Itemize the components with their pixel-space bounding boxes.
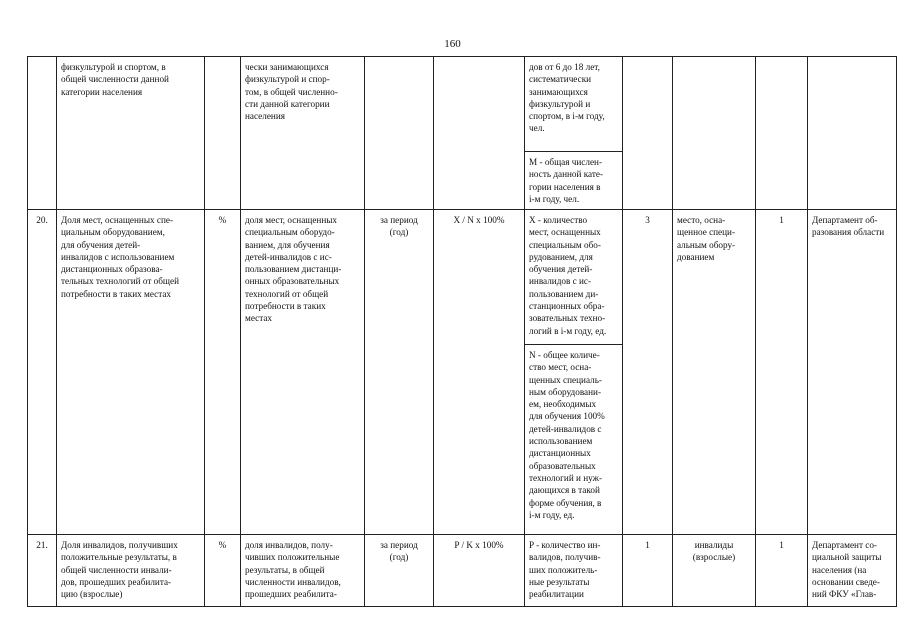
unit-cell: %	[205, 535, 241, 607]
code-cell	[623, 57, 673, 210]
row-number-cell: 20.	[28, 210, 57, 535]
variable-cell: М - общая числен- ность данной кате- гории населения в i-м году, чел.	[525, 152, 623, 210]
formula-cell: X / N x 100%	[434, 210, 525, 535]
page-number: 160	[444, 38, 461, 50]
variable-cell: N - общее количе- ство мест, осна- щенных специаль- ным оборудовани- ем, необходимых для обучения 100% детей-инвалидов с использованием дистанционных образовательных технологий и нуж- дающихся в такой форме обучения, в i-м году, ед.	[525, 345, 623, 535]
period-cell: за период (год)	[365, 535, 434, 607]
table-row	[28, 535, 897, 607]
row-number-cell	[28, 57, 57, 210]
code-cell: 3	[623, 210, 673, 535]
indicator-name-cell: физкультурой и спортом, в общей численности данной категории населения	[57, 57, 205, 210]
frequency-cell: 1	[756, 535, 808, 607]
formula-cell: P / K x 100%	[434, 535, 525, 607]
code-cell: 1	[623, 535, 673, 607]
responsible-cell: Департамент об- разования области	[808, 210, 897, 535]
variable-cell: дов от 6 до 18 лет, систематически занимающихся физкультурой и спортом, в i-м году, чел.	[525, 57, 623, 152]
indicator-name-cell: Доля инвалидов, получивших положительные результаты, в общей численности инвали- дов, прошедших реабилита- цию (взрослые)	[57, 535, 205, 607]
period-cell: за период (год)	[365, 210, 434, 535]
variable-cell: X - количество мест, оснащенных специальным обо- рудованием, для обучения детей- инвалидов с ис- пользованием ди- станционных обра- зовательных техно- логий в i-м году, ед.	[525, 210, 623, 345]
unit-cell	[205, 57, 241, 210]
row-number-cell: 21.	[28, 535, 57, 607]
formula-cell	[434, 57, 525, 210]
table-row	[28, 210, 897, 345]
frequency-cell	[756, 57, 808, 210]
table-row	[28, 57, 897, 152]
unit-cell: %	[205, 210, 241, 535]
definition-cell: доля мест, оснащенных специальным оборудо- ванием, для обучения детей-инвалидов с ис- пользованием дистанци- онных образовательных технологий от общей потребности в таких местах	[241, 210, 365, 535]
definition-cell: чески занимающихся физкультурой и спор- том, в общей численно- сти данной категории населения	[241, 57, 365, 210]
frequency-cell: 1	[756, 210, 808, 535]
indicators-table	[27, 56, 897, 607]
variable-cell: P - количество ин- валидов, получив- ших положитель- ные результаты реабилитации	[525, 535, 623, 607]
indicator-name-cell: Доля мест, оснащенных спе- циальным оборудованием, для обучения детей- инвалидов с использованием дистанционных образова- тельных технологий от общей потребности в таких местах	[57, 210, 205, 535]
object-cell: инвалиды (взрослые)	[673, 535, 756, 607]
object-cell: место, осна- щенное специ- альным обору- дованием	[673, 210, 756, 535]
object-cell	[673, 57, 756, 210]
definition-cell: доля инвалидов, полу- чивших положительные результаты, в общей численности инвалидов, прошедших реабилита-	[241, 535, 365, 607]
responsible-cell	[808, 57, 897, 210]
period-cell	[365, 57, 434, 210]
responsible-cell: Департамент со- циальной защиты населения (на основании сведе- ний ФКУ «Глав-	[808, 535, 897, 607]
